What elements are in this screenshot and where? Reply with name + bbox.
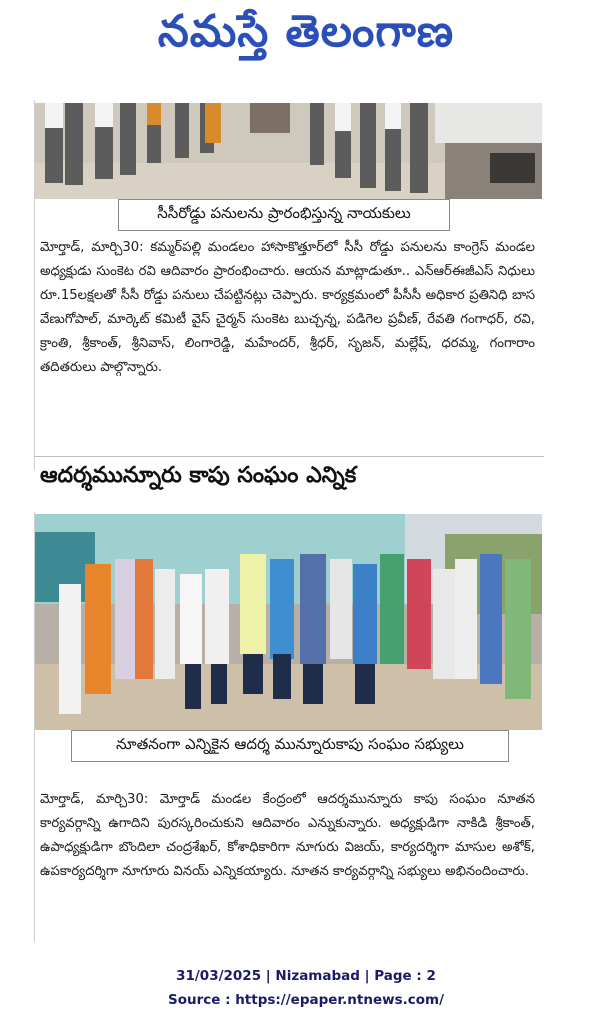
edition-date-page: 31/03/2025 | Nizamabad | Page : 2 [176, 968, 436, 984]
source-info [0, 992, 612, 1008]
article-paragraph: మోర్తాడ్, మార్చి30: మోర్తాడ్ మండల కేంద్రంలో ఆదర్శమున్నూరు కాపు సంఘం నూతన కార్యవర్గాన్ని ఉగాదిని పురస్కరించుకుని ఆదివారం ఎన్నుకున్నారు. అధ్యక్షుడిగా నాకిడి శ్రీకాంత్, ఉపాధ్యక్షుడిగా బొందిలా చంద్రశేఖర్, కోశాధికారిగా నూగురు విజయ్, కార్యదర్శిగా మాసుల అశోక్, ఉపకార్యదర్శిగా నూగూరు వినయ్ ఎన్నికయ్యారు. నూతన కార్యవర్గాన్ని సభ్యులు అభినందించారు. [40, 792, 535, 879]
headline-text: ఆదర్శమున్నూరు కాపు సంఘం ఎన్నిక [40, 463, 357, 488]
article-body [40, 788, 535, 948]
newspaper-title: నమస్తే తెలంగాణ [157, 6, 455, 57]
group-photo [35, 514, 542, 730]
edition-info [0, 968, 612, 984]
photo-caption [118, 199, 450, 231]
article-body [40, 236, 535, 456]
article-divider [34, 456, 544, 457]
article-paragraph: మోర్తాడ్, మార్చి30: కమ్మర్‌పల్లి మండలం హాసాకొత్తూర్‌లో సీసీ రోడ్డు పనులను కాంగ్రెస్ మండల అధ్యక్షుడు సుంకెట రవి ఆదివారం ప్రారంభించారు. ఆయన మాట్లాడుతూ.. ఎన్‌ఆర్‌ఈజీఎస్ నిధులు రూ.15లక్షలతో సీసీ రోడ్డు పనులు చేపట్టినట్లు చెప్పారు. కార్యక్రమంలో పీసీసీ అధికార ప్రతినిధి బాస వేణుగోపాల్, మార్కెట్ కమిటీ వైస్ చైర్మన్ సుంకెట బుచ్చన్న, పడిగెల ప్రవీణ్, రేవతి గంగాధర్, రవి, క్రాంతి, శ్రీకాంత్, శ్రీనివాస్, లింగారెడ్డి, మహేందర్, శ్రీధర్, సృజన్, మల్లేష్, ధరమ్మ, గంగారాం తదితరులు పాల్గొన్నారు. [40, 240, 535, 375]
photo-caption [71, 730, 509, 762]
road-work-photo [35, 103, 542, 199]
source-link: Source : https://epaper.ntnews.com/ [167, 992, 445, 1008]
photo-caption-text: సీసీరోడ్డు పనులను ప్రారంభిస్తున్న నాయకులు [157, 204, 411, 222]
article-headline [40, 463, 560, 493]
photo-caption-text: నూతనంగా ఎన్నికైన ఆదర్శ మున్నూరుకాపు సంఘం సభ్యులు [116, 735, 464, 753]
masthead [0, 0, 612, 76]
